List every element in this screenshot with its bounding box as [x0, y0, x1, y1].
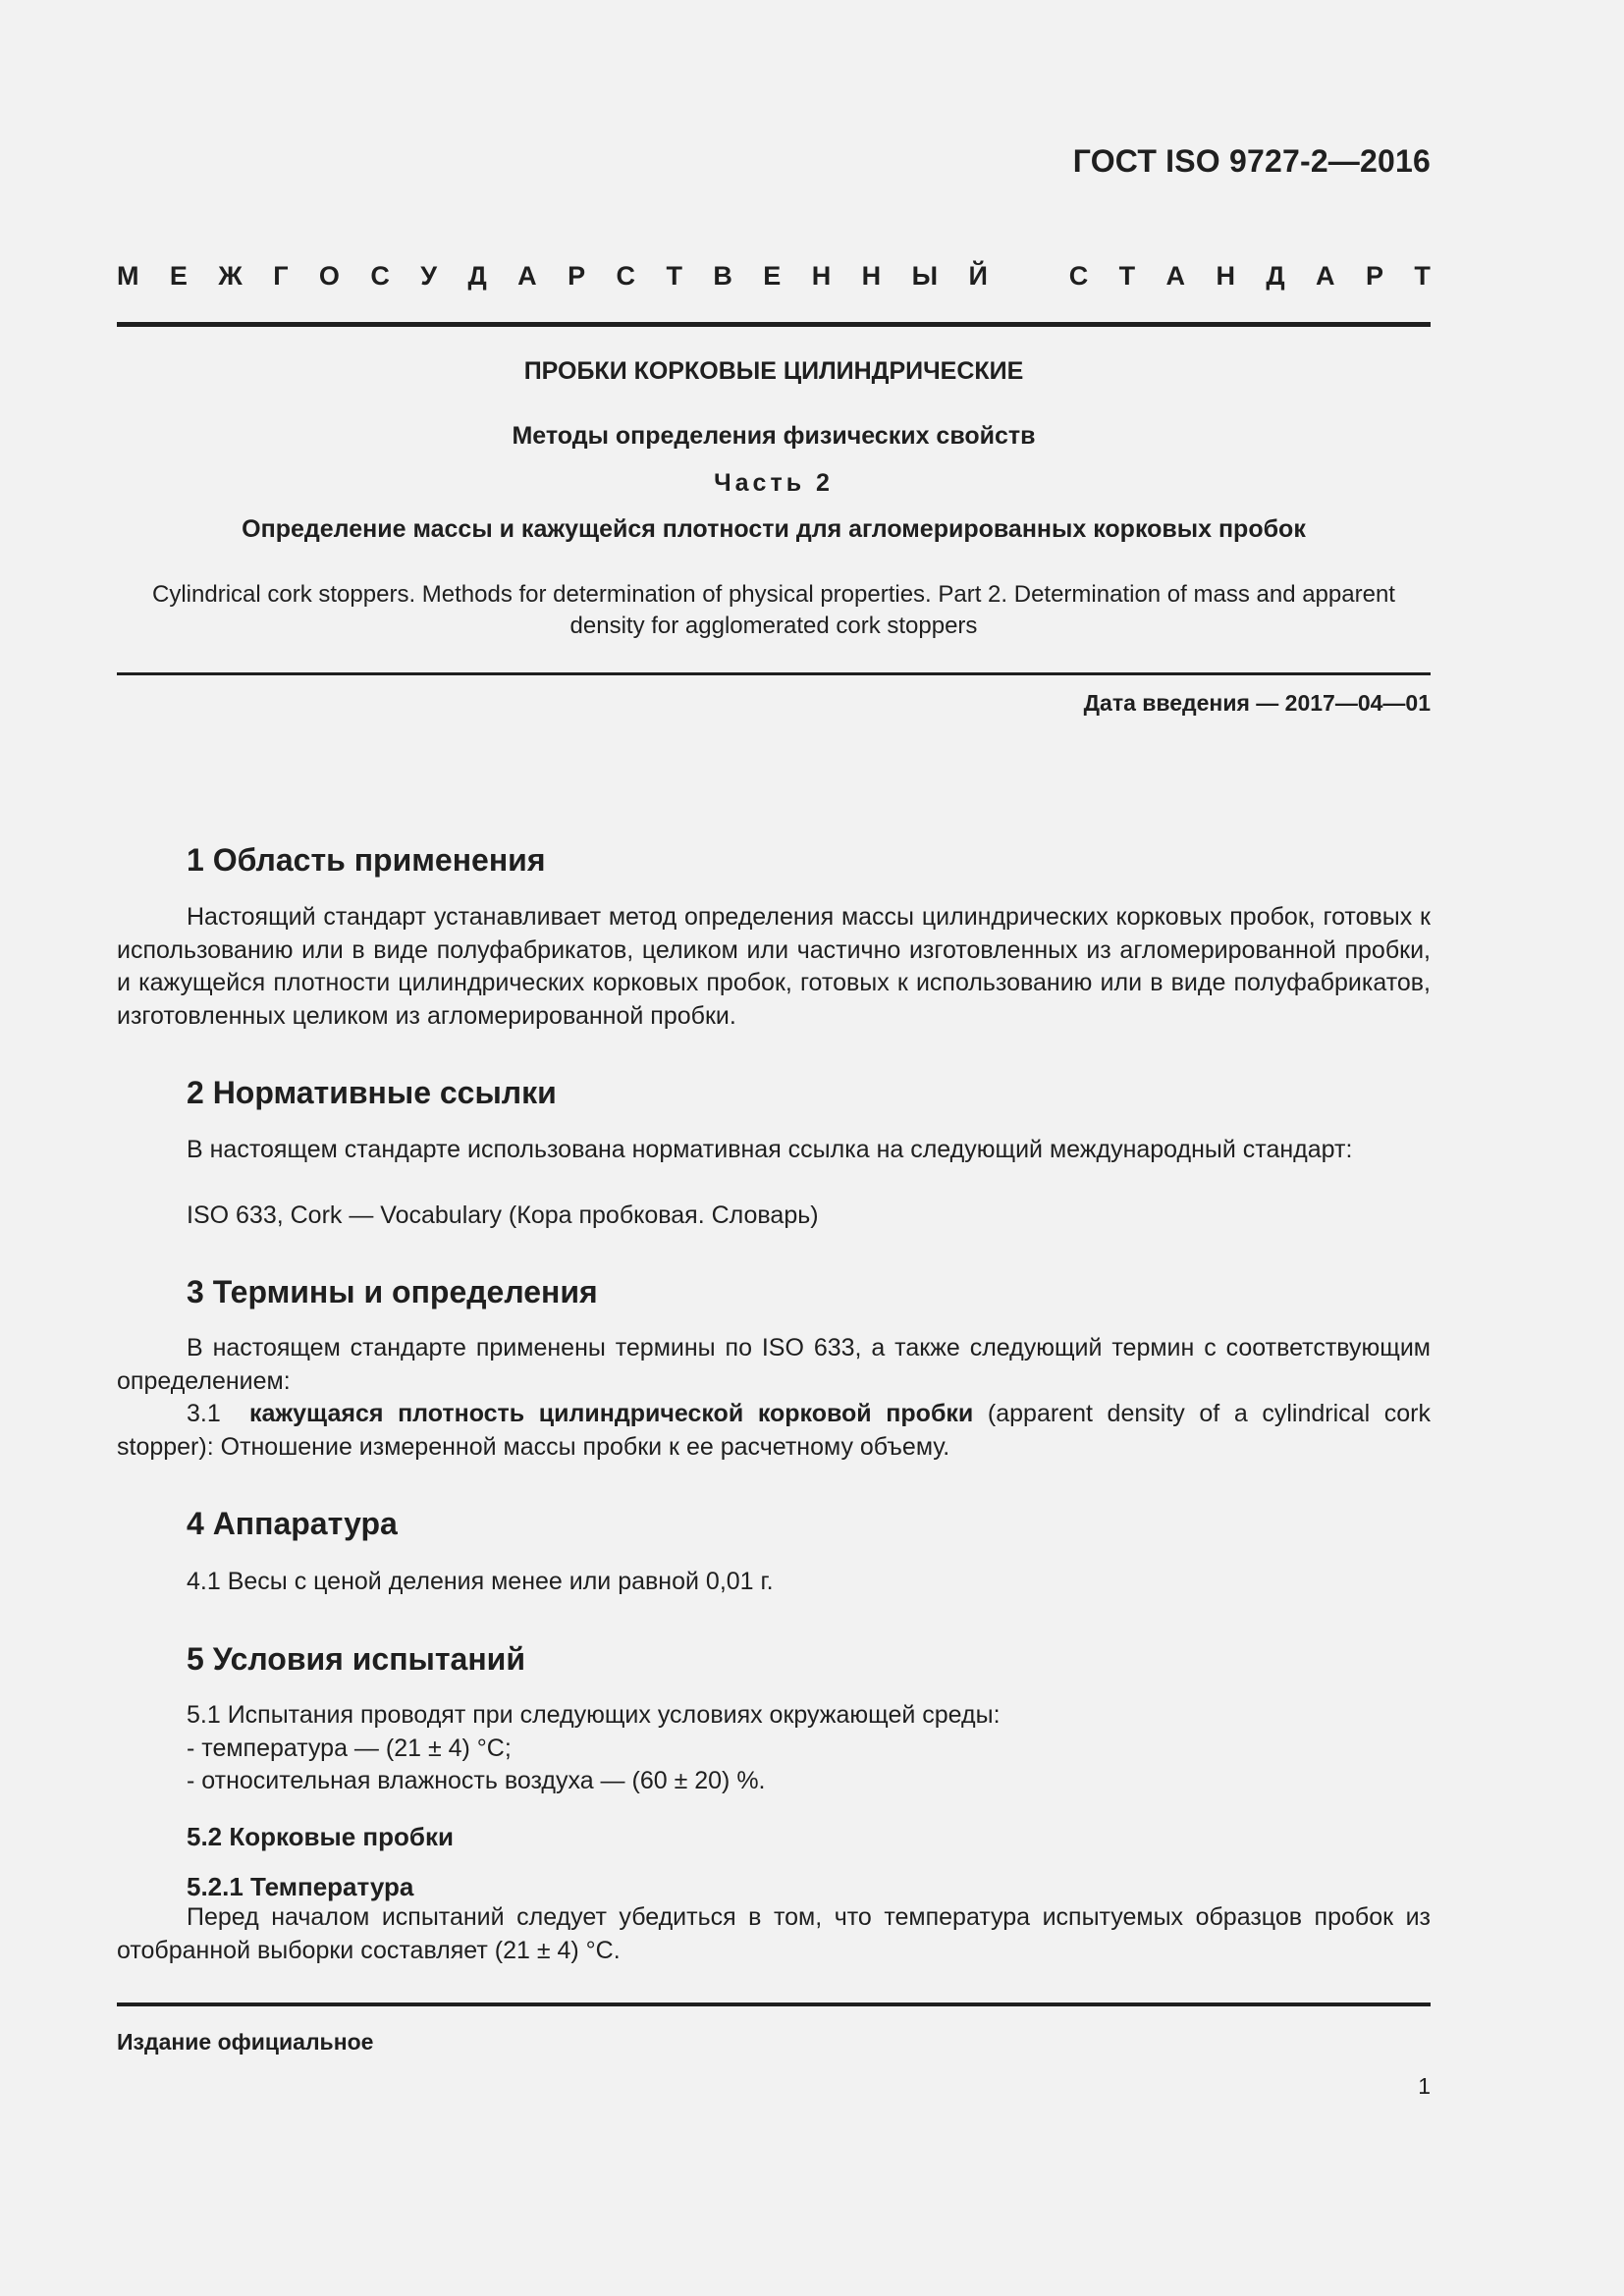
introduction-date: Дата введения — 2017—04—01: [1083, 690, 1431, 716]
subsection-5-2-1-text: Перед началом испытаний следует убедиться в том, что температура испытуемых образцов пробок из отобранной выборки составляет (21 ± 4) °С.: [117, 1903, 1431, 1964]
standard-header-letter: У: [420, 261, 438, 291]
standard-header-letter: А: [1316, 261, 1335, 291]
part-title: Определение массы и кажущейся плотности для агломерированных корковых пробок: [242, 515, 1306, 543]
standard-header-letter: Д: [1266, 261, 1285, 291]
term-definition: (apparent density of a cylindrical cork stopper): Отношение измеренной массы пробки к ее расчетному объему.: [117, 1400, 1431, 1461]
term-bold: кажущаяся плотность цилиндрической корковой пробки: [249, 1400, 974, 1427]
subsection-5-2-1-heading: 5.2.1 Температура: [187, 1872, 414, 1901]
standard-header-letter: Ы: [911, 261, 939, 291]
english-title: Cylindrical cork stoppers. Methods for determination of physical properties. Part 2. Determination of mass and apparent density for agglomerated cork stoppers: [152, 581, 1395, 639]
standard-header-letter: Ж: [218, 261, 243, 291]
temperature-condition: - температура — (21 ± 4) °С;: [187, 1735, 512, 1762]
term-number: 3.1: [187, 1400, 221, 1427]
document-body: [117, 0, 1431, 2296]
standard-header-letter: Д: [467, 261, 487, 291]
bottom-rule: [117, 2002, 1431, 2006]
section-3-term: [117, 1398, 1431, 1464]
section-4-heading: 4 Аппаратура: [187, 1506, 398, 1541]
page-number: 1: [1418, 2073, 1431, 2099]
standard-header-letter: Н: [861, 261, 882, 291]
standard-header-letter: С: [616, 261, 636, 291]
standard-header-letter: Т: [1118, 261, 1136, 291]
section-3-heading: 3 Термины и определения: [187, 1274, 598, 1309]
standard-header-letter: В: [713, 261, 732, 291]
standard-header-letter: Т: [666, 261, 682, 291]
standard-header-letter: Г: [273, 261, 289, 291]
section-5-item: 5.1 Испытания проводят при следующих условиях окружающей среды:: [187, 1701, 1001, 1729]
standard-header-letter: М: [117, 261, 139, 291]
standard-header-letter: Е: [763, 261, 782, 291]
standard-header-letter: Е: [169, 261, 188, 291]
part-label: Часть 2: [714, 469, 834, 497]
section-2-reference: ISO 633, Cork — Vocabulary (Кора пробковая. Словарь): [187, 1201, 819, 1229]
official-edition-note: Издание официальное: [117, 2029, 374, 2055]
section-2-heading: 2 Нормативные ссылки: [187, 1075, 557, 1110]
subtitle: Методы определения физических свойств: [512, 422, 1036, 450]
section-1-heading: 1 Область применения: [187, 842, 546, 878]
standard-header-letter: А: [1165, 261, 1186, 291]
standard-header-letter: А: [517, 261, 537, 291]
standard-header-letter: С: [1068, 261, 1089, 291]
section-1-text: Настоящий стандарт устанавливает метод определения массы цилиндрических корковых пробок, готовых к использованию или в виде полуфабрикатов, целиком или частично изготовленных из агломерированной пробки, и кажущейся плотности цилиндрических корковых пробок, готовых к использованию или в виде полуфабрикатов, изготовленных целиком из агломерированной пробки.: [117, 903, 1431, 1030]
standard-header-letter: Р: [568, 261, 586, 291]
standard-header-letter: Н: [1216, 261, 1235, 291]
standard-header-letter: Н: [811, 261, 832, 291]
section-3-text: В настоящем стандарте применены термины по ISO 633, а также следующий термин с соответствующим определением:: [117, 1334, 1431, 1395]
standard-header-letter: Т: [1414, 261, 1431, 291]
subsection-5-2-heading: 5.2 Корковые пробки: [187, 1822, 454, 1851]
document-id: ГОСТ ISO 9727-2—2016: [1072, 143, 1431, 179]
main-title: ПРОБКИ КОРКОВЫЕ ЦИЛИНДРИЧЕСКИЕ: [523, 357, 1024, 385]
section-4-item: 4.1 Весы с ценой деления менее или равной 0,01 г.: [187, 1568, 774, 1595]
standard-header-letter: Й: [968, 261, 988, 291]
humidity-condition: - относительная влажность воздуха — (60 ± 20) %.: [187, 1767, 766, 1794]
standard-header-letter: О: [318, 261, 340, 291]
section-2-text: В настоящем стандарте использована нормативная ссылка на следующий международный стандарт:: [187, 1136, 1353, 1163]
section-5-heading: 5 Условия испытаний: [187, 1641, 525, 1677]
standard-header-letter: Р: [1365, 261, 1383, 291]
standard-header-letter: С: [370, 261, 390, 291]
